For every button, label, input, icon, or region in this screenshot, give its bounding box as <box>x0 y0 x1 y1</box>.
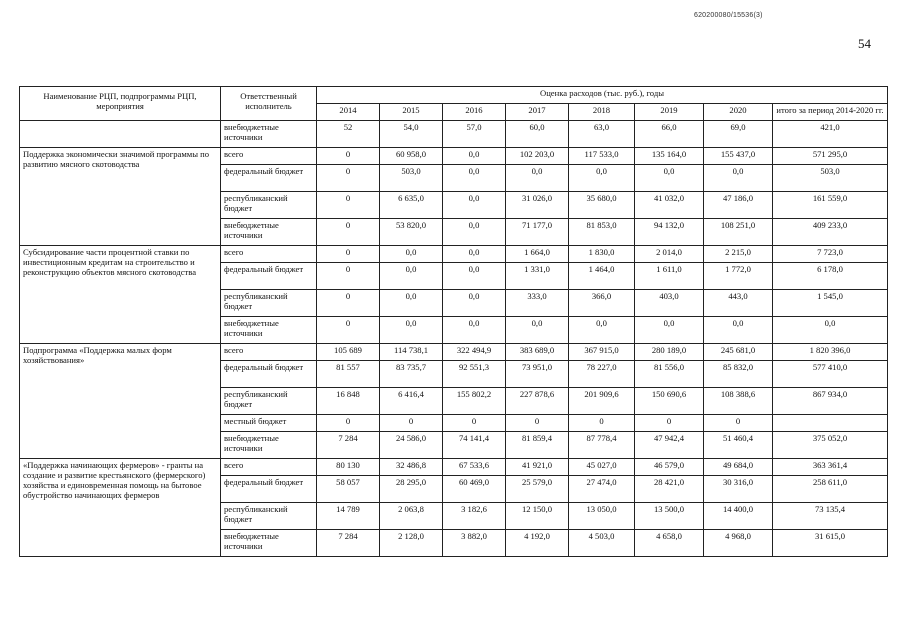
funding-source: федеральный бюджет <box>221 263 317 290</box>
value-cell: 80 130 <box>317 459 380 476</box>
table-row <box>20 121 888 148</box>
funding-source: внебюджетные источники <box>221 317 317 344</box>
value-cell: 49 684,0 <box>704 459 773 476</box>
value-cell: 0 <box>569 415 635 432</box>
value-cell: 4 503,0 <box>569 530 635 557</box>
total-cell: 571 295,0 <box>773 148 888 165</box>
funding-source: внебюджетные источники <box>221 530 317 557</box>
funding-source: федеральный бюджет <box>221 165 317 192</box>
value-cell: 31 026,0 <box>506 192 569 219</box>
value-cell: 30 316,0 <box>704 476 773 503</box>
header-year: 2019 <box>635 104 704 121</box>
value-cell: 1 772,0 <box>704 263 773 290</box>
value-cell: 403,0 <box>635 290 704 317</box>
value-cell: 0,0 <box>380 317 443 344</box>
value-cell: 1 830,0 <box>569 246 635 263</box>
value-cell: 13 500,0 <box>635 503 704 530</box>
value-cell: 280 189,0 <box>635 344 704 361</box>
value-cell: 28 421,0 <box>635 476 704 503</box>
total-cell: 421,0 <box>773 121 888 148</box>
value-cell: 71 177,0 <box>506 219 569 246</box>
value-cell: 92 551,3 <box>443 361 506 388</box>
value-cell: 81 859,4 <box>506 432 569 459</box>
document-id: 620200080/15536(3) <box>694 12 763 19</box>
value-cell: 24 586,0 <box>380 432 443 459</box>
value-cell: 28 295,0 <box>380 476 443 503</box>
value-cell: 66,0 <box>635 121 704 148</box>
value-cell: 245 681,0 <box>704 344 773 361</box>
value-cell: 54,0 <box>380 121 443 148</box>
value-cell: 367 915,0 <box>569 344 635 361</box>
value-cell: 0 <box>317 192 380 219</box>
total-cell: 363 361,4 <box>773 459 888 476</box>
value-cell: 73 951,0 <box>506 361 569 388</box>
value-cell: 0 <box>317 219 380 246</box>
value-cell: 0 <box>380 415 443 432</box>
value-cell: 41 032,0 <box>635 192 704 219</box>
header-year: 2018 <box>569 104 635 121</box>
total-cell: 1 820 396,0 <box>773 344 888 361</box>
total-cell: 409 233,0 <box>773 219 888 246</box>
value-cell: 81 556,0 <box>635 361 704 388</box>
value-cell: 108 388,6 <box>704 388 773 415</box>
funding-source: местный бюджет <box>221 415 317 432</box>
value-cell: 0 <box>506 415 569 432</box>
value-cell: 322 494,9 <box>443 344 506 361</box>
value-cell: 0,0 <box>635 317 704 344</box>
value-cell: 0,0 <box>506 317 569 344</box>
funding-source: всего <box>221 459 317 476</box>
value-cell: 60 958,0 <box>380 148 443 165</box>
value-cell: 366,0 <box>569 290 635 317</box>
value-cell: 6 635,0 <box>380 192 443 219</box>
total-cell: 375 052,0 <box>773 432 888 459</box>
value-cell: 1 464,0 <box>569 263 635 290</box>
value-cell: 0,0 <box>380 246 443 263</box>
value-cell: 46 579,0 <box>635 459 704 476</box>
total-cell: 161 559,0 <box>773 192 888 219</box>
total-cell: 577 410,0 <box>773 361 888 388</box>
value-cell: 27 474,0 <box>569 476 635 503</box>
value-cell: 1 331,0 <box>506 263 569 290</box>
value-cell: 3 882,0 <box>443 530 506 557</box>
total-cell: 6 178,0 <box>773 263 888 290</box>
value-cell: 0,0 <box>569 165 635 192</box>
value-cell: 0 <box>317 317 380 344</box>
value-cell: 503,0 <box>380 165 443 192</box>
value-cell: 0,0 <box>443 246 506 263</box>
value-cell: 4 968,0 <box>704 530 773 557</box>
funding-source: федеральный бюджет <box>221 361 317 388</box>
value-cell: 155 437,0 <box>704 148 773 165</box>
value-cell: 94 132,0 <box>635 219 704 246</box>
value-cell: 0,0 <box>569 317 635 344</box>
measure-name: Подпрограмма «Поддержка малых форм хозяйствования» <box>20 344 221 459</box>
value-cell: 3 182,6 <box>443 503 506 530</box>
value-cell: 14 400,0 <box>704 503 773 530</box>
value-cell: 12 150,0 <box>506 503 569 530</box>
measure-name: Субсидирование части процентной ставки по инвестиционным кредитам на строительство и реконструкцию объектов мясного скотоводства <box>20 246 221 344</box>
table-row <box>20 344 888 361</box>
value-cell: 443,0 <box>704 290 773 317</box>
value-cell: 52 <box>317 121 380 148</box>
value-cell: 87 778,4 <box>569 432 635 459</box>
value-cell: 6 416,4 <box>380 388 443 415</box>
value-cell: 0,0 <box>443 148 506 165</box>
funding-source: федеральный бюджет <box>221 476 317 503</box>
funding-source: внебюджетные источники <box>221 121 317 148</box>
value-cell: 155 802,2 <box>443 388 506 415</box>
value-cell: 0 <box>317 263 380 290</box>
table-body <box>20 121 888 557</box>
value-cell: 74 141,4 <box>443 432 506 459</box>
value-cell: 83 735,7 <box>380 361 443 388</box>
header-year: 2016 <box>443 104 506 121</box>
value-cell: 7 284 <box>317 432 380 459</box>
total-cell <box>773 415 888 432</box>
value-cell: 0,0 <box>380 263 443 290</box>
value-cell: 4 192,0 <box>506 530 569 557</box>
value-cell: 0,0 <box>380 290 443 317</box>
funding-source: республиканский бюджет <box>221 388 317 415</box>
value-cell: 0 <box>317 415 380 432</box>
value-cell: 69,0 <box>704 121 773 148</box>
value-cell: 0 <box>317 290 380 317</box>
value-cell: 0,0 <box>704 165 773 192</box>
measure-name: «Поддержка начинающих фермеров» - гранты на создание и развитие крестьянского (фермерского) хозяйства и единовременная помощь на бытовое обустройство начинающих фермеров <box>20 459 221 557</box>
value-cell: 2 215,0 <box>704 246 773 263</box>
funding-source: внебюджетные источники <box>221 432 317 459</box>
value-cell: 0 <box>317 246 380 263</box>
value-cell: 14 789 <box>317 503 380 530</box>
total-cell: 0,0 <box>773 317 888 344</box>
header-name-column: Наименование РЦП, подпрограммы РЦП, мероприятия <box>20 87 221 121</box>
value-cell: 0 <box>704 415 773 432</box>
value-cell: 57,0 <box>443 121 506 148</box>
funding-source: республиканский бюджет <box>221 192 317 219</box>
header-estimate: Оценка расходов (тыс. руб.), годы <box>317 87 888 104</box>
value-cell: 0 <box>317 148 380 165</box>
page-number: 54 <box>858 36 871 51</box>
value-cell: 105 689 <box>317 344 380 361</box>
value-cell: 51 460,4 <box>704 432 773 459</box>
funding-source: всего <box>221 148 317 165</box>
value-cell: 0,0 <box>443 290 506 317</box>
value-cell: 78 227,0 <box>569 361 635 388</box>
value-cell: 0,0 <box>443 192 506 219</box>
value-cell: 117 533,0 <box>569 148 635 165</box>
value-cell: 81 853,0 <box>569 219 635 246</box>
total-cell: 867 934,0 <box>773 388 888 415</box>
value-cell: 0,0 <box>635 165 704 192</box>
funding-source: республиканский бюджет <box>221 290 317 317</box>
value-cell: 32 486,8 <box>380 459 443 476</box>
value-cell: 35 680,0 <box>569 192 635 219</box>
header-year: 2014 <box>317 104 380 121</box>
measure-name <box>20 121 221 148</box>
value-cell: 2 063,8 <box>380 503 443 530</box>
value-cell: 108 251,0 <box>704 219 773 246</box>
value-cell: 7 284 <box>317 530 380 557</box>
value-cell: 58 057 <box>317 476 380 503</box>
value-cell: 0,0 <box>443 219 506 246</box>
value-cell: 383 689,0 <box>506 344 569 361</box>
total-cell: 258 611,0 <box>773 476 888 503</box>
value-cell: 0,0 <box>443 317 506 344</box>
value-cell: 150 690,6 <box>635 388 704 415</box>
value-cell: 45 027,0 <box>569 459 635 476</box>
value-cell: 0,0 <box>443 263 506 290</box>
value-cell: 135 164,0 <box>635 148 704 165</box>
value-cell: 114 738,1 <box>380 344 443 361</box>
value-cell: 63,0 <box>569 121 635 148</box>
header-total: итого за период 2014-2020 гг. <box>773 104 888 121</box>
table-row <box>20 246 888 263</box>
value-cell: 1 611,0 <box>635 263 704 290</box>
value-cell: 2 014,0 <box>635 246 704 263</box>
value-cell: 333,0 <box>506 290 569 317</box>
header-year: 2017 <box>506 104 569 121</box>
value-cell: 0,0 <box>704 317 773 344</box>
total-cell: 7 723,0 <box>773 246 888 263</box>
value-cell: 60,0 <box>506 121 569 148</box>
funding-source: внебюджетные источники <box>221 219 317 246</box>
funding-source: республиканский бюджет <box>221 503 317 530</box>
value-cell: 2 128,0 <box>380 530 443 557</box>
total-cell: 31 615,0 <box>773 530 888 557</box>
value-cell: 25 579,0 <box>506 476 569 503</box>
value-cell: 1 664,0 <box>506 246 569 263</box>
total-cell: 1 545,0 <box>773 290 888 317</box>
total-cell: 73 135,4 <box>773 503 888 530</box>
funding-source: всего <box>221 344 317 361</box>
value-cell: 0 <box>317 165 380 192</box>
funding-source: всего <box>221 246 317 263</box>
value-cell: 0 <box>635 415 704 432</box>
header-year: 2020 <box>704 104 773 121</box>
expenditure-table <box>19 86 888 557</box>
value-cell: 85 832,0 <box>704 361 773 388</box>
value-cell: 201 909,6 <box>569 388 635 415</box>
value-cell: 53 820,0 <box>380 219 443 246</box>
total-cell: 503,0 <box>773 165 888 192</box>
value-cell: 47 186,0 <box>704 192 773 219</box>
measure-name: Поддержка экономически значимой программы по развитию мясного скотоводства <box>20 148 221 246</box>
value-cell: 4 658,0 <box>635 530 704 557</box>
header-year: 2015 <box>380 104 443 121</box>
value-cell: 16 848 <box>317 388 380 415</box>
value-cell: 102 203,0 <box>506 148 569 165</box>
value-cell: 41 921,0 <box>506 459 569 476</box>
value-cell: 0,0 <box>443 165 506 192</box>
value-cell: 47 942,4 <box>635 432 704 459</box>
value-cell: 0 <box>443 415 506 432</box>
value-cell: 81 557 <box>317 361 380 388</box>
value-cell: 0,0 <box>506 165 569 192</box>
value-cell: 60 469,0 <box>443 476 506 503</box>
table-row <box>20 148 888 165</box>
value-cell: 227 878,6 <box>506 388 569 415</box>
value-cell: 13 050,0 <box>569 503 635 530</box>
table-row <box>20 459 888 476</box>
header-responsible-column: Ответственный исполнитель <box>221 87 317 121</box>
value-cell: 67 533,6 <box>443 459 506 476</box>
